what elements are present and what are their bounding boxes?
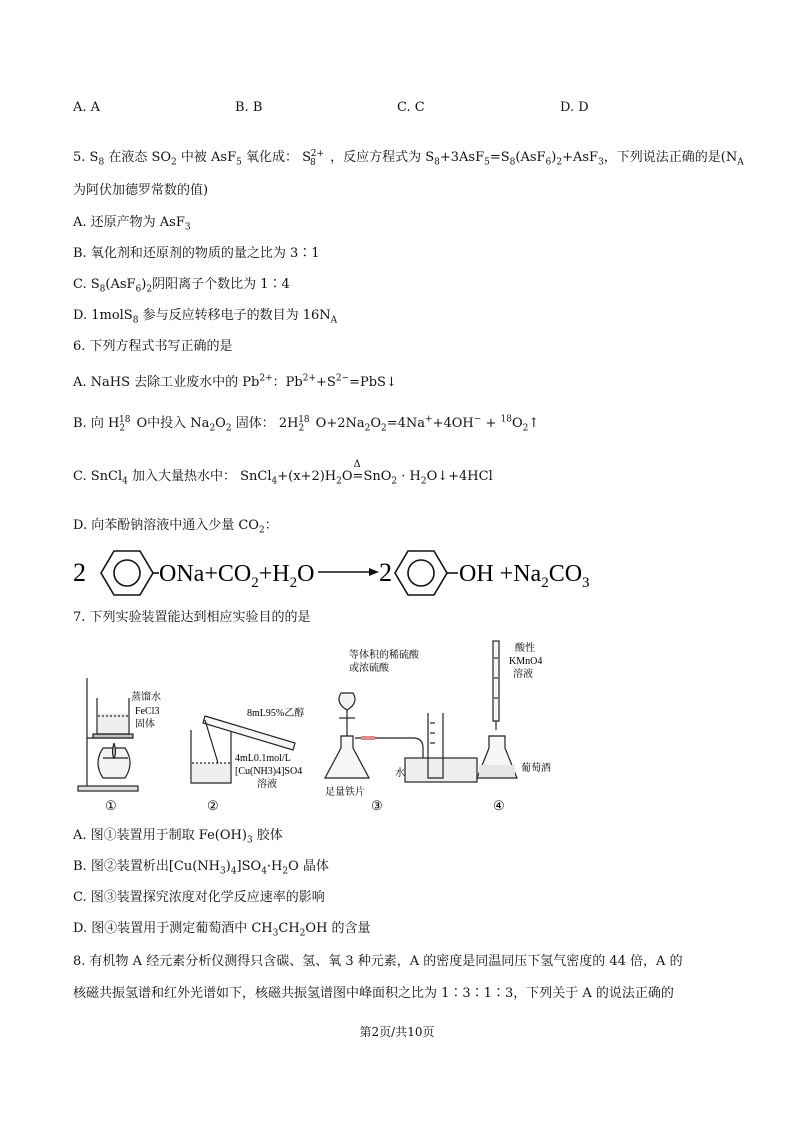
q7-option-c: C. 图③装置探究浓度对化学反应速率的影响	[73, 890, 325, 905]
q5-option-d: D. 1molS$_8$ 参与反应转移电子的数目为 $16N_A$	[73, 308, 338, 326]
svg-text:OH +Na2CO3: OH $+Na_2CO_3$	[459, 561, 590, 591]
fig2-label-complex: [Cu(NH3)4]SO4	[235, 766, 303, 777]
q5-stem: 5. $S_8$ 在液态 $SO_2$ 中被 AsF$_5$ 氧化成： $S_8^{2+}$ ，反应方程式为 $S_8+3AsF_5=S_8(AsF_6)_2+AsF_3$，下列说法正确的是($N_A$	[73, 148, 744, 168]
svg-text:2: 2	[73, 558, 86, 587]
benzene-ring-2	[395, 551, 458, 595]
q6-option-a: A. NaHS 去除工业废水中的 $Pb^{2+}$：$Pb^{2+}+S^{2-}=PbS↓$	[73, 373, 397, 390]
fig4-label-wine: 葡萄酒	[521, 763, 551, 774]
q8-stem-line2: 核磁共振氢谱和红外光谱如下，核磁共振氢谱图中峰面积之比为 1∶3∶1∶3，下列关于 A 的说法正确的	[73, 986, 674, 1001]
fig-number-3: ③	[371, 798, 383, 813]
q5-option-a: A. 还原产物为 AsF$_3$	[73, 215, 191, 233]
q7-option-b: B. 图②装置析出$[Cu(NH_3)_4]SO_4\cdot H_2O$ 晶体	[73, 859, 329, 877]
fig3-label-or: 或浓硫酸	[349, 663, 389, 674]
benzene-ring-1	[101, 551, 159, 595]
q6-option-d: D. 向苯酚钠溶液中通入少量 $CO_2$：	[73, 518, 278, 536]
fig4-label-kmno4: KMnO4	[509, 656, 543, 667]
fig-number-2: ②	[207, 798, 219, 813]
q5-option-b: B. 氧化剂和还原剂的物质的量之比为 3∶1	[73, 246, 320, 261]
apparatus-1	[78, 678, 138, 791]
q4-option-a: A. A	[73, 100, 101, 115]
q4-option-c: C. C	[397, 100, 425, 115]
q7-stem: 7. 下列实验装置能达到相应实验目的的是	[73, 610, 311, 625]
phenoxide-equation	[73, 548, 673, 598]
q6-option-b: B. 向 $H_2^{18}$ O中投入 $Na_2O_2$ 固体： $2H_2^{18}$ $O+2Na_2O_2=4Na^++4OH^-$ + $^{18}O_2↑$	[73, 414, 540, 434]
fig4-label-solution: 溶液	[513, 669, 533, 680]
reaction-arrow	[318, 568, 379, 576]
svg-text:2: 2	[379, 558, 392, 587]
q4-option-d: D. D	[560, 100, 589, 115]
fig3-label-iron: 足量铁片	[325, 787, 365, 798]
svg-text:ONa+CO2+H2O: $ONa+CO_2+H_2O$	[159, 561, 315, 591]
fig2-label-ethanol: 8mL95%乙醇	[247, 708, 305, 719]
apparatus-figures	[73, 638, 573, 818]
q4-option-b: B. B	[235, 100, 263, 115]
fig-number-1: ①	[105, 798, 117, 813]
q8-stem-line1: 8. 有机物 A 经元素分析仪测得只含碳、氢、氧 3 种元素，A 的密度是同温同压下氢气密度的 44 倍，A 的	[73, 954, 683, 969]
fig2-label-conc: 4mL0.1mol/L	[235, 753, 291, 764]
page-footer: 第2页/共10页	[359, 1025, 435, 1039]
fig-number-4: ④	[493, 798, 505, 813]
fig1-label-fecl3: FeCl3	[135, 706, 160, 717]
fig1-label-solid: 固体	[135, 719, 155, 730]
q5-option-c: C. $S_8(AsF_6)_2$阴阳离子个数比为 1∶4	[73, 277, 290, 295]
fig3-label-acid: 等体积的稀硫酸	[349, 650, 419, 661]
fig1-label-water: 蒸馏水	[131, 692, 161, 703]
q5-stem-line2: 为阿伏加德罗常数的值)	[73, 183, 209, 198]
q6-stem: 6. 下列方程式书写正确的是	[73, 339, 233, 354]
q6-option-c: C. SnCl$_4$ 加入大量热水中： $SnCl_4+(x+2)H_2O$ Δ $=SnO_2 \cdot H_2O↓+4HCl$	[73, 459, 493, 487]
q7-option-a: A. 图①装置用于制取 $Fe(OH)_3$ 胶体	[73, 828, 283, 846]
q7-option-d: D. 图④装置用于测定葡萄酒中 $CH_3CH_2OH$ 的含量	[73, 921, 371, 939]
fig4-label-acidic: 酸性	[515, 643, 535, 654]
fig2-label-solution: 溶液	[257, 779, 277, 790]
fig3-label-water: 水	[395, 768, 405, 779]
